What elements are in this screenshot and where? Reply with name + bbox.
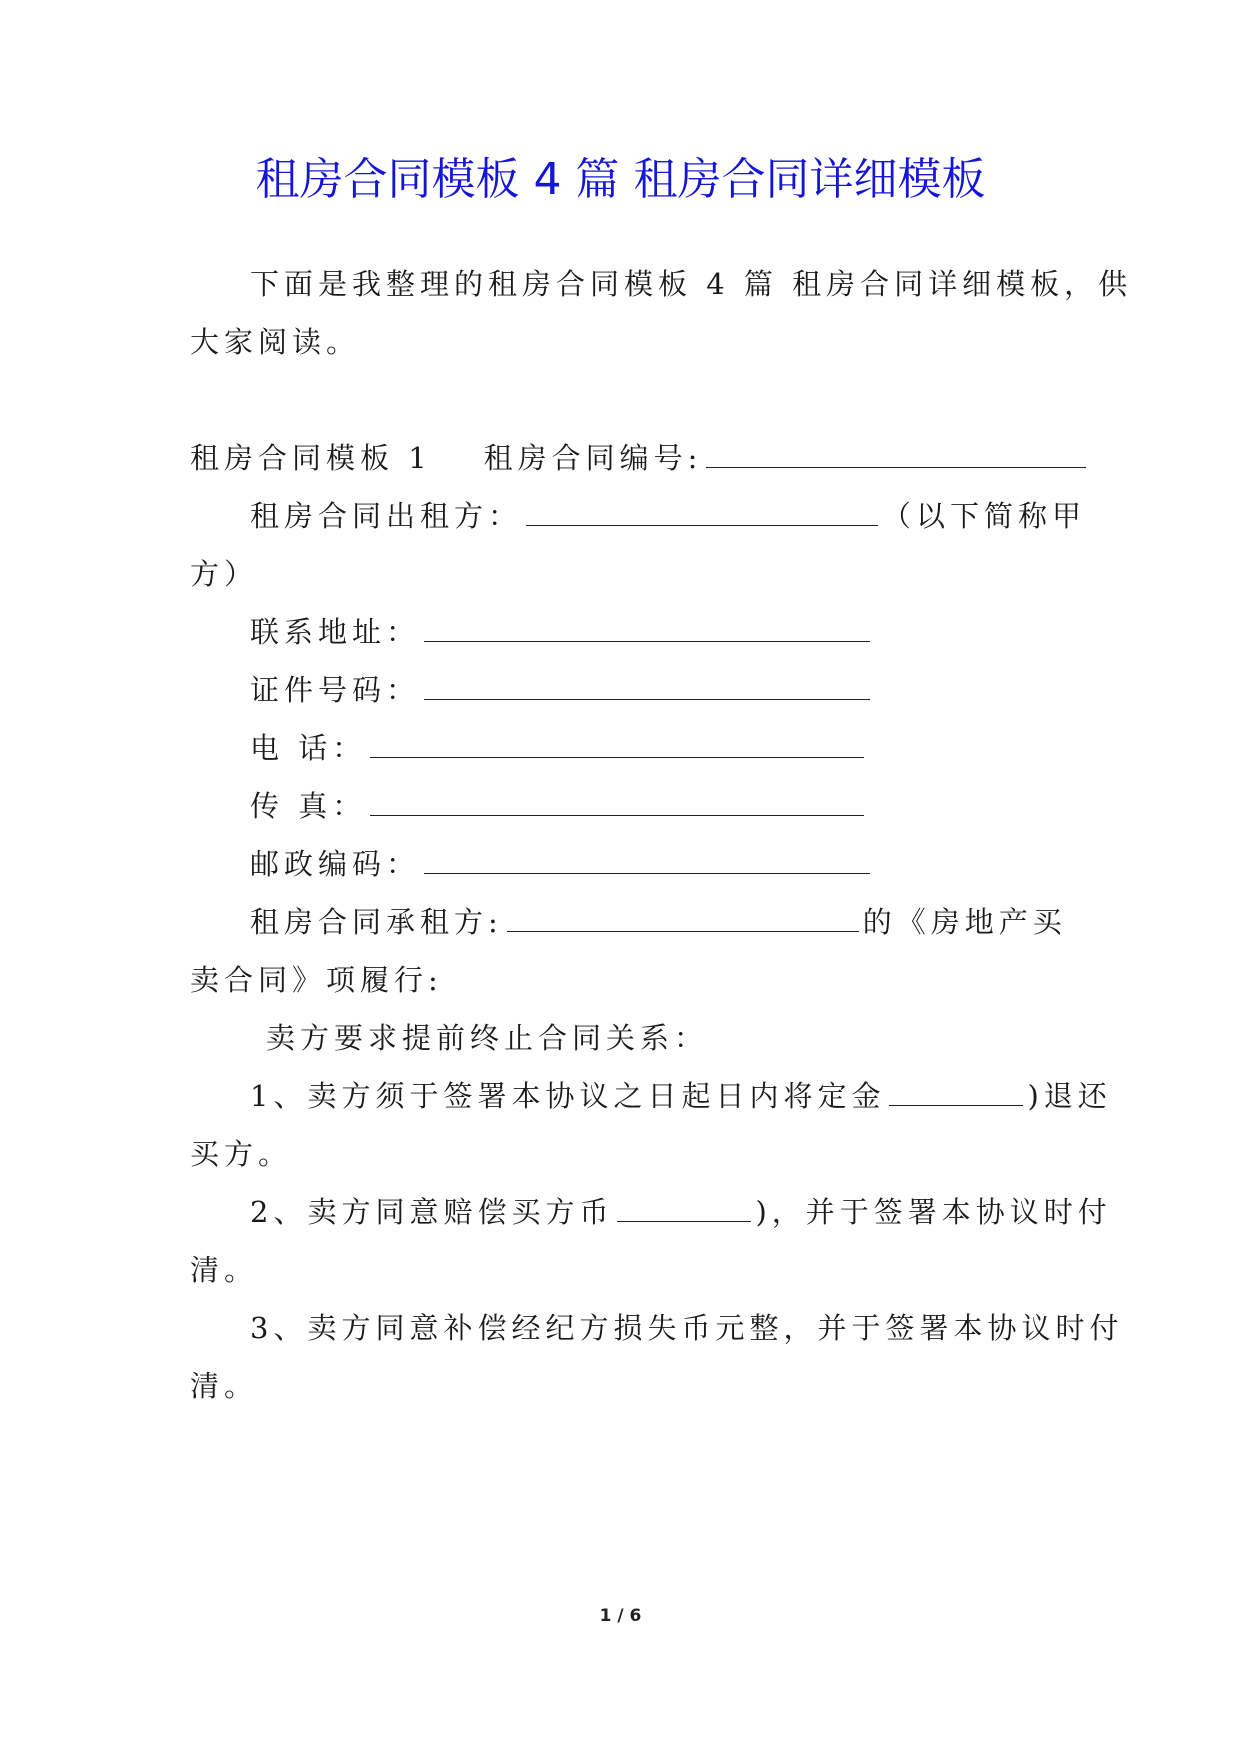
lessee-label: 租房合同承租方:: [250, 905, 503, 939]
contract-number-label: 租房合同编号:: [483, 441, 703, 475]
id-blank: [424, 671, 870, 700]
contract-number-row: [190, 438, 1090, 478]
phone-blank: [370, 729, 864, 758]
item2-tail: )，并于签署本协议时付: [755, 1195, 1112, 1229]
section1-heading: 租房合同模板 1: [190, 441, 432, 475]
item3-row: 3、卖方同意补偿经纪方损失币元整，并于签署本协议时付: [250, 1311, 1124, 1345]
item1-text: 1、卖方须于签署本协议之日起日内将定金: [250, 1079, 886, 1113]
id-label: 证件号码：: [250, 673, 421, 707]
lessor-label: 租房合同出租方：: [250, 499, 523, 533]
document-title: 租房合同模板 4 篇 租房合同详细模板: [255, 154, 986, 205]
fax-row: [250, 786, 868, 826]
page-indicator: 1 / 6: [599, 1606, 642, 1626]
seller-request: 卖方要求提前终止合同关系：: [266, 1021, 709, 1055]
fax-label: 传 真：: [250, 789, 367, 823]
phone-row: [250, 728, 868, 768]
lessor-blank: [526, 497, 878, 526]
contract-number-blank: [706, 439, 1086, 468]
item2-cont: 清。: [190, 1253, 259, 1287]
item2-row: [250, 1192, 1112, 1232]
lessor-note: （以下简称甲: [882, 499, 1087, 533]
lessee-note: 的《房地产买: [862, 905, 1067, 939]
lessor-row: [250, 496, 1086, 536]
item2-text: 2、卖方同意赔偿买方币: [250, 1195, 614, 1229]
item3-cont: 清。: [190, 1369, 259, 1403]
lessor-note-cont: 方）: [190, 557, 259, 591]
intro-line-1: 下面是我整理的租房合同模板 4 篇 租房合同详细模板，供: [250, 267, 1133, 301]
postcode-blank: [424, 845, 870, 874]
lessee-note-cont: 卖合同》项履行:: [190, 963, 443, 997]
postcode-row: [250, 844, 874, 884]
lessee-blank: [507, 903, 859, 932]
intro-line-2: 大家阅读。: [190, 325, 361, 359]
item1-cont: 买方。: [190, 1137, 293, 1171]
address-label: 联系地址：: [250, 615, 421, 649]
postcode-label: 邮政编码：: [250, 847, 421, 881]
id-row: [250, 670, 874, 710]
item2-blank: [617, 1193, 751, 1222]
lessee-row: [250, 902, 1067, 942]
item1-tail: )退还: [1027, 1079, 1112, 1113]
address-blank: [424, 613, 870, 642]
item1-row: [250, 1076, 1112, 1116]
item1-blank: [889, 1077, 1023, 1106]
phone-label: 电 话：: [250, 731, 367, 765]
address-row: [250, 612, 874, 652]
fax-blank: [370, 787, 864, 816]
